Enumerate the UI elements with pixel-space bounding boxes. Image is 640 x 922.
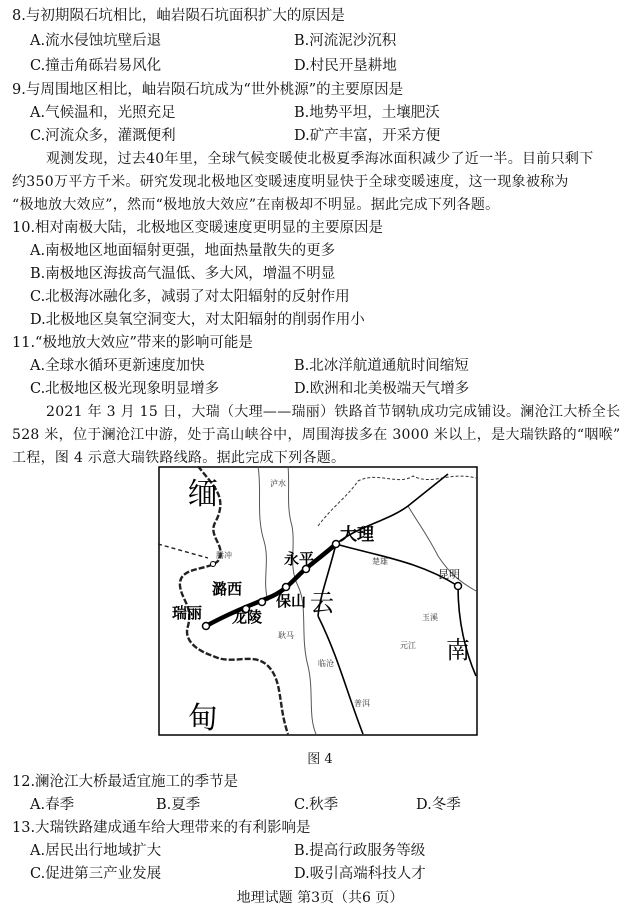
- label-province-2: 南: [446, 636, 470, 664]
- label-small-4: 普洱: [354, 699, 370, 708]
- q9-option-d: D.矿产丰富，开采方便: [294, 128, 441, 144]
- passage2-line-2: 528 米，位于澜沧江中游，处于高山峡谷中，周围海拔多在 3000 米以上，是大瑞铁路的“咽喉”: [12, 427, 621, 443]
- passage1-line-1: 观测发现，过去40年里，全球气候变暖使北极夏季海冰面积减少了近一半。目前只剩下: [46, 151, 594, 167]
- passage1-line-3: “极地放大效应”，然而“极地放大效应”在南极却不明显。据此完成下列各题。: [12, 197, 500, 213]
- q10-option-a: A.南极地区地面辐射更强，地面热量散失的更多: [30, 243, 336, 259]
- q12-option-c: C.秋季: [294, 797, 339, 813]
- station-kunming: [455, 583, 462, 590]
- q13-option-a: A.居民出行地域扩大: [30, 843, 162, 859]
- q9-option-b: B.地势平坦，土壤肥沃: [294, 105, 440, 121]
- label-luxi: 潞西: [212, 580, 243, 598]
- station-dali: [333, 541, 340, 548]
- q12-option-a: A.春季: [30, 797, 75, 813]
- label-small-1: 腾冲: [216, 551, 232, 560]
- q9-stem: 9.与周围地区相比，岫岩陨石坑成为“世外桃源”的主要原因是: [12, 82, 404, 98]
- q10-option-b: B.南极地区海拔高气温低、多大风，增温不明显: [30, 266, 336, 282]
- q10-stem: 10.相对南极大陆，北极地区变暖速度更明显的主要原因是: [12, 220, 384, 236]
- q11-stem: 11.“极地放大效应”带来的影响可能是: [12, 335, 253, 351]
- q9-option-c: C.河流众多，灌溉便利: [30, 128, 176, 144]
- q8-option-c: C.撞击角砾岩易风化: [30, 58, 162, 74]
- label-small-6: 玉溪: [422, 613, 438, 622]
- passage2-line-3: 工程，图 4 示意大瑞铁路线路。据此完成下列各题。: [12, 450, 346, 466]
- q12-stem: 12.澜沧江大桥最适宜施工的季节是: [12, 774, 239, 790]
- q12-option-d: D.冬季: [416, 797, 461, 813]
- label-country-1: 缅: [188, 477, 218, 512]
- railway-map: [158, 466, 478, 736]
- label-province-1: 云: [310, 589, 334, 617]
- passage1-line-2: 约350万平方千米。研究发现北极地区变暖速度明显快于全球变暖速度，这一现象被称为: [12, 174, 569, 190]
- q8-option-d: D.村民开垦耕地: [294, 58, 397, 74]
- q9-option-a: A.气候温和，光照充足: [30, 105, 176, 121]
- label-country-2: 甸: [188, 701, 218, 736]
- q11-option-c: C.北极地区极光现象明显增多: [30, 381, 220, 397]
- label-small-8: 耿马: [278, 631, 294, 640]
- station-baoshan: [283, 584, 290, 591]
- q12-option-b: B.夏季: [156, 797, 201, 813]
- q10-option-d: D.北极地区臭氧空洞变大，对太阳辐射的削弱作用小: [30, 312, 365, 328]
- town-tengchong: [211, 562, 216, 567]
- q11-option-b: B.北冰洋航道通航时间缩短: [294, 358, 469, 374]
- station-ruili: [203, 623, 210, 630]
- label-small-7: 元江: [400, 641, 416, 650]
- station-longling: [259, 599, 266, 606]
- label-small-3: 临沧: [318, 659, 334, 668]
- label-ruili: 瑞丽: [172, 604, 203, 622]
- page-footer: 地理试题 第3页（共6 页）: [236, 890, 404, 906]
- label-dali: 大理: [340, 525, 374, 545]
- label-small-5: 楚雄: [372, 557, 388, 566]
- q13-option-c: C.促进第三产业发展: [30, 866, 162, 882]
- label-longling: 龙陵: [232, 608, 263, 626]
- q13-stem: 13.大瑞铁路建成通车给大理带来的有利影响是: [12, 820, 311, 836]
- label-baoshan: 保山: [276, 592, 307, 610]
- passage2-line-1: 2021 年 3 月 15 日，大瑞（大理——瑞丽）铁路首节钢轨成功完成铺设。澜沧江大桥全长: [46, 404, 621, 420]
- q8-option-b: B.河流泥沙沉积: [294, 33, 397, 49]
- q10-option-c: C.北极海冰融化多，减弱了对太阳辐射的反射作用: [30, 289, 350, 305]
- q8-option-a: A.流水侵蚀坑壁后退: [30, 33, 162, 49]
- q8-stem: 8.与初期陨石坑相比，岫岩陨石坑面积扩大的原因是: [12, 8, 345, 24]
- q11-option-a: A.全球水循环更新速度加快: [30, 358, 205, 374]
- figure-caption: 图 4: [307, 752, 333, 767]
- label-yongping: 永平: [284, 550, 315, 568]
- q13-option-b: B.提高行政服务等级: [294, 843, 426, 859]
- q11-option-d: D.欧洲和北美极端天气增多: [294, 381, 470, 397]
- q13-option-d: D.吸引高端科技人才: [294, 866, 426, 882]
- label-kunming: 昆明: [438, 568, 460, 581]
- label-small-2: 泸水: [270, 479, 286, 488]
